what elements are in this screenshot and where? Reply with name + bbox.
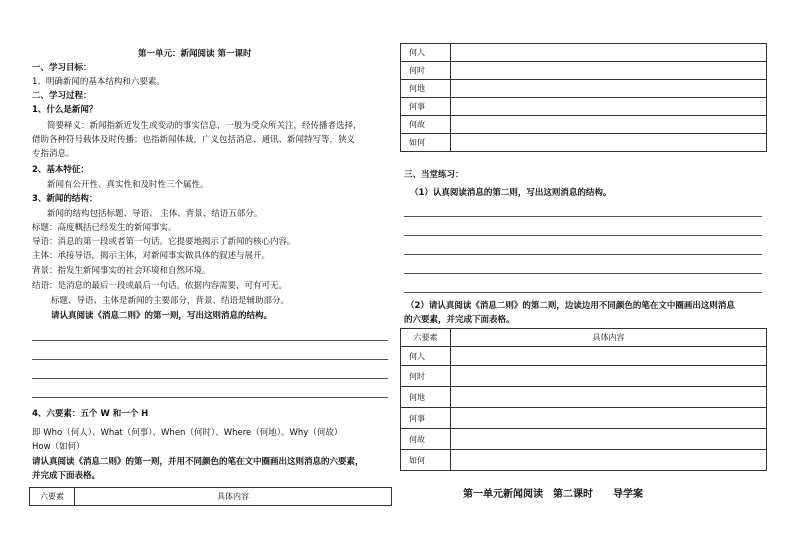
table-row-label: 如何	[401, 134, 451, 152]
table-row-label: 何故	[401, 429, 451, 450]
table-cell-content[interactable]	[451, 450, 767, 471]
q2-text: 新闻有公开性、真实性和及时性三个属性。	[47, 180, 209, 190]
table-cell-content[interactable]	[451, 98, 767, 116]
table-row-label: 何人	[401, 347, 451, 366]
table-row-label: 何地	[401, 80, 451, 98]
answer-line	[32, 340, 388, 341]
q2-heading: 2、基本特征：	[32, 165, 89, 175]
answer-line	[32, 397, 388, 398]
task-six-elements-line-2: 并完成下面表格。	[32, 471, 101, 481]
six-elements-table-right	[400, 328, 767, 471]
definition-body: 主体：承接导语，揭示主体，对新闻事实做具体的叙述与展开。	[32, 251, 271, 261]
table-cell-content[interactable]	[451, 62, 767, 80]
answer-line	[32, 378, 388, 379]
definition-background: 背景：指发生新闻事实的社会环境和自然环境。	[32, 266, 211, 276]
table-row-label: 何事	[401, 98, 451, 116]
table-row-label: 何故	[401, 116, 451, 134]
answer-line	[404, 216, 762, 217]
q1-paragraph-line-1: 简要释义：新闻指新近发生或变动的事实信息，一般为受众所关注，经传播者选择，	[47, 121, 362, 131]
q4-elements-line-2: How（如何）	[32, 442, 85, 452]
answer-line	[32, 359, 388, 360]
table-row-label: 如何	[401, 450, 451, 471]
table-cell-content[interactable]	[451, 80, 767, 98]
six-elements-table-continued	[400, 43, 767, 152]
page-title: 第一单元：新闻阅读 第一课时	[138, 49, 252, 59]
exercise-2-line-1: （2）请认真阅读《消息二则》的第二则，边读边用不同颜色的笔在文中圈画出这则消息	[406, 301, 735, 311]
table-cell-content[interactable]	[451, 44, 767, 62]
table-cell-content[interactable]	[451, 134, 767, 152]
q4-heading: 4、六要素：五个 W 和一个 H	[32, 409, 149, 419]
table-cell-content[interactable]	[451, 387, 767, 408]
answer-line	[404, 254, 762, 255]
definition-title: 标题：高度概括已经发生的新闻事实。	[32, 223, 177, 233]
exercise-1: （1）认真阅读消息的第二则，写出这则消息的结构。	[410, 188, 612, 198]
q3-heading: 3、新闻的结构：	[32, 194, 98, 204]
table-header-elements: 六要素	[401, 329, 451, 347]
table-row-label: 何事	[401, 408, 451, 429]
table-row-label: 何时	[401, 62, 451, 80]
process-heading: 二、学习过程：	[32, 91, 92, 101]
table-cell-content[interactable]	[451, 429, 767, 450]
table-cell-content[interactable]	[451, 116, 767, 134]
table-cell-content[interactable]	[451, 366, 767, 387]
task-structure: 请认真阅读《消息二则》的第一则，写出这则消息的结构。	[51, 311, 273, 321]
table-header-content: 具体内容	[451, 329, 767, 347]
structure-summary: 标题、导语、主体是新闻的主要部分，背景、结语是辅助部分。	[51, 296, 290, 306]
task-six-elements-line-1: 请认真阅读《消息二则》的第一则，并用不同颜色的笔在文中圈画出这则消息的六要素，	[32, 457, 364, 467]
table-row-label: 何人	[401, 44, 451, 62]
table-cell-content[interactable]	[451, 347, 767, 366]
footer-title: 第一单元新闻阅读 第二课时 导学案	[463, 489, 643, 500]
definition-ending: 结语：是消息的最后一段或最后一句话。依据内容需要，可有可无。	[32, 281, 288, 291]
q4-elements-line-1: 即 Who（何人）、What（何事）、When（何时）、Where（何地）、Why（何故）	[32, 428, 343, 438]
objective-1: 1、明确新闻的基本结构和六要素。	[32, 77, 165, 87]
q1-heading: 1、什么是新闻？	[32, 105, 98, 115]
q3-text: 新闻的结构包括标题、导语、 主体、背景、结语五部分。	[47, 209, 263, 219]
exercise-2-line-2: 的六要素，并完成下面表格。	[404, 315, 515, 325]
six-elements-table-left	[29, 487, 392, 506]
objectives-heading: 一、学习目标：	[32, 63, 92, 73]
q1-paragraph-line-3: 专指消息。	[32, 149, 75, 159]
definition-lead: 导语：消息的第一段或者第一句话。它提要地揭示了新闻的核心内容。	[32, 237, 296, 247]
practice-heading: 三、当堂练习：	[404, 170, 464, 180]
answer-line	[404, 273, 762, 274]
q1-paragraph-line-2: 借助各种符号载体及时传播；也指新闻体裁，广义包括消息、通讯、新闻特写等，狭义	[32, 135, 356, 145]
table-row-label: 何时	[401, 366, 451, 387]
table-header-elements: 六要素	[30, 488, 75, 506]
table-cell-content[interactable]	[451, 408, 767, 429]
answer-line	[404, 235, 762, 236]
table-row-label: 何地	[401, 387, 451, 408]
answer-line	[404, 292, 762, 293]
table-header-content: 具体内容	[75, 488, 392, 506]
